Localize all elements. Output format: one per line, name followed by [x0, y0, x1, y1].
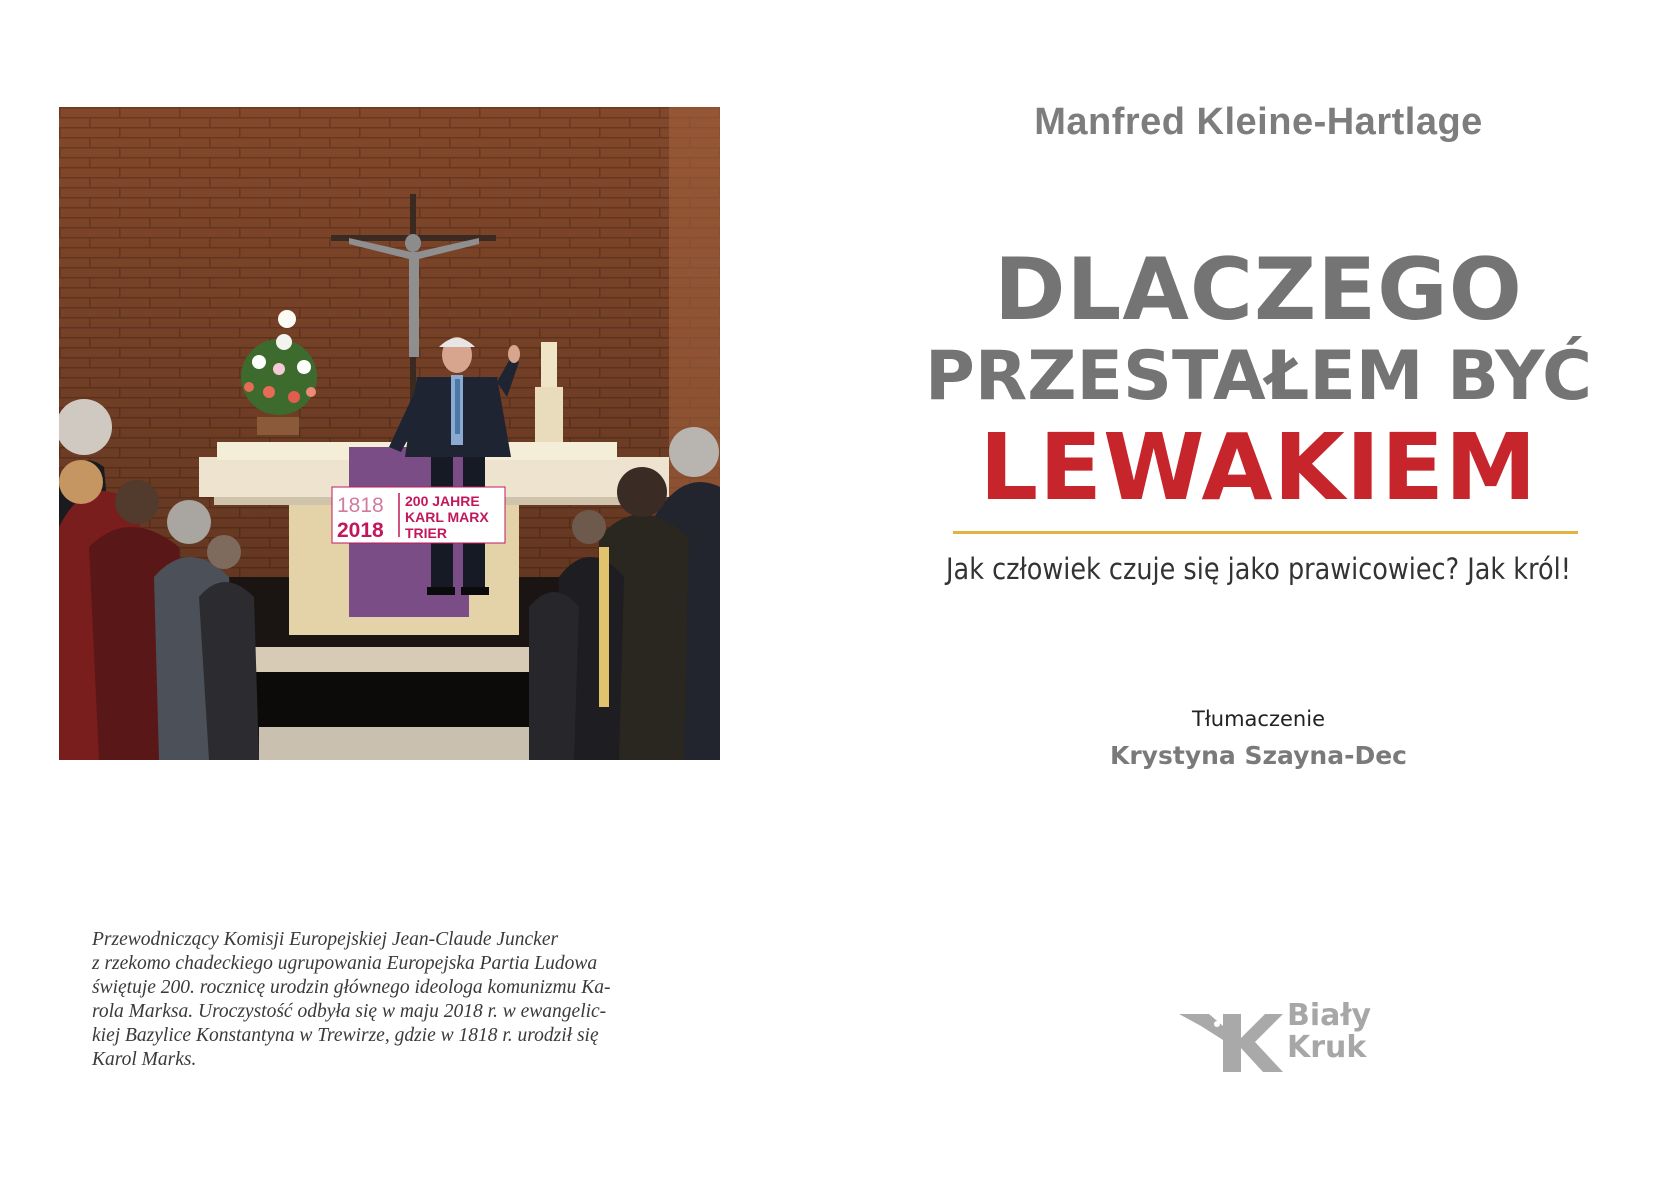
title-line-2: PRZESTAŁEM BYĆ: [925, 337, 1592, 416]
caption-line: Karol Marks.: [92, 1049, 197, 1070]
church-scene-illustration: [59, 107, 720, 760]
anniversary-sign: [332, 487, 505, 543]
cover-photo: [59, 107, 720, 760]
caption-line: z rzekomo chadeckiego ugrupowania Europejska Partia Ludowa: [92, 953, 598, 974]
subtitle: Jak człowiek czuje się jako prawicowiec? Jak król!: [946, 552, 1571, 586]
translation-label: Tłumaczenie: [1192, 707, 1325, 731]
raven-k-icon: [1179, 1000, 1287, 1072]
caption-line: kiej Bazylice Konstantyna w Trewirze, gdzie w 1818 r. urodził się: [92, 1025, 599, 1046]
sign-line-2: KARL MARX: [405, 509, 489, 525]
sign-line-3: TRIER: [405, 525, 447, 541]
sign-year-bottom: 2018: [337, 519, 384, 542]
publisher-name: [1287, 1000, 1371, 1064]
author-name: Manfred Kleine-Hartlage: [1034, 101, 1483, 143]
title-divider: [953, 531, 1578, 534]
sign-line-1: 200 JAHRE: [405, 493, 480, 509]
publisher-logo: [1179, 1000, 1379, 1080]
caption-line: świętuje 200. rocznicę urodzin głównego ideologa komunizmu Ka-: [92, 977, 611, 998]
right-page: [839, 0, 1678, 1193]
title-line-1: DLACZEGO: [994, 240, 1523, 340]
caption-line: Przewodniczący Komisji Europejskiej Jean-Claude Juncker: [92, 929, 559, 950]
title-line-3: LEWAKIEM: [979, 414, 1538, 521]
publisher-line-2: Kruk: [1287, 1030, 1367, 1065]
photo-caption: [92, 928, 692, 1072]
translator-name: Krystyna Szayna-Dec: [1109, 741, 1408, 770]
publisher-line-1: Biały: [1287, 998, 1372, 1033]
caption-line: rola Marksa. Uroczystość odbyła się w maju 2018 r. w ewangelic-: [92, 1001, 607, 1022]
sign-year-top: 1818: [337, 494, 384, 517]
